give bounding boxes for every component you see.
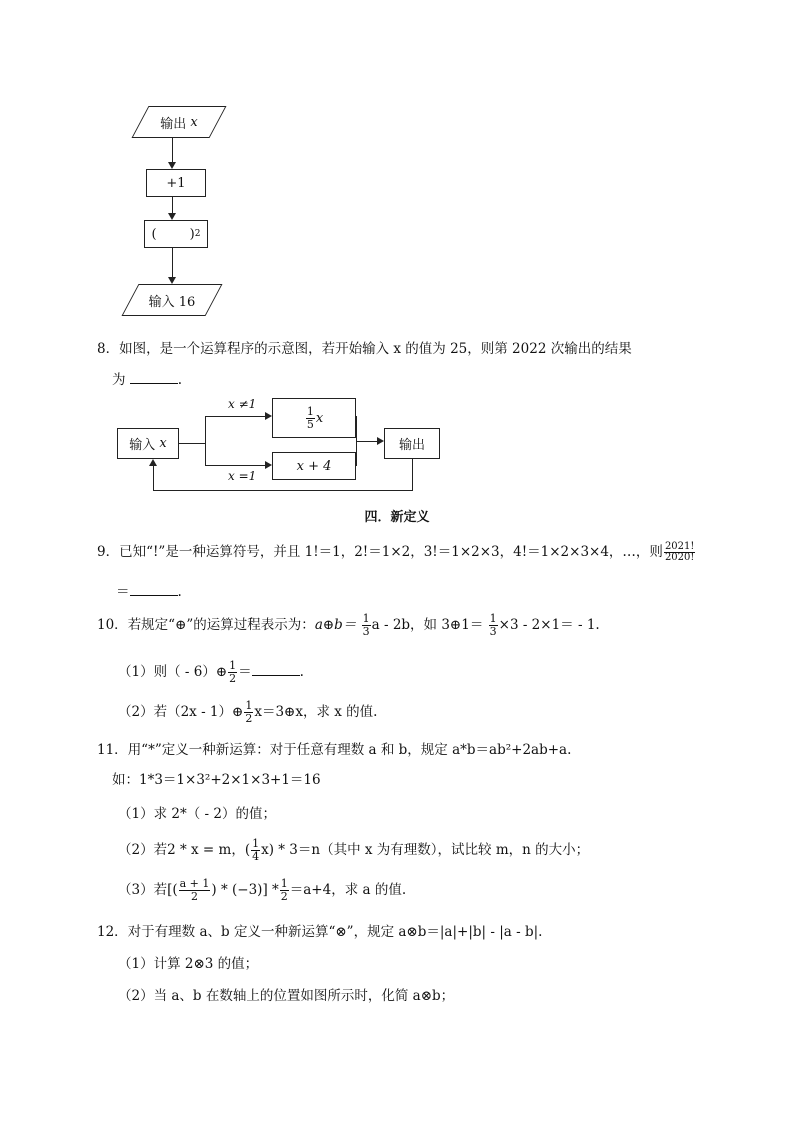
q11-line1 [97,738,571,758]
q8-wei: 为 [112,372,126,388]
frac-den: 4 [252,850,260,863]
fraction [251,838,260,862]
answer-blank[interactable] [130,583,178,596]
add-one-label: +1 [166,175,186,191]
add-one-box [146,169,206,197]
q12-part2: （2）当 a、b 在数轴上的位置如图所示时，化简 a⊗b； [118,988,455,1004]
frac-den: 5 [306,417,314,431]
frac-num: 1 [362,612,370,626]
fraction [179,878,211,902]
q9-number: 9． [97,544,120,560]
loop-line [153,490,413,491]
arrow-up-icon [149,459,157,466]
q10-p1-eq: ＝ [238,664,252,680]
frac-num: 1 [306,404,314,418]
q10-def: a⊕b＝ [314,617,357,633]
q9-line1 [97,540,696,564]
frac-num: 2021! [664,540,695,552]
q10-p2-pre: （2）若（2x - 1）⊕ [118,704,244,720]
arrow-down-icon [168,277,176,284]
q12-line1 [97,920,542,940]
q8-text: 如图，是一个运算程序的示意图，若开始输入 x 的值为 25，则第 2022 次输出的结果 [119,341,632,357]
frac-num: 1 [229,659,237,673]
q10-text: 若规定“⊕”的运算过程表示为： [127,617,315,633]
one-fifth-box [272,398,356,438]
q10-line1 [97,613,600,638]
connector [172,138,173,162]
input-var: x [159,436,167,451]
frac-den: 3 [489,625,497,638]
output-x-parallelogram [140,106,218,138]
frac-num: 1 [280,877,288,891]
q9-text: 已知“!”是一种运算符号，并且 1!＝1，2!＝1×2，3!＝1×2×3，4!＝1×2×3×4，…，则 [119,544,663,560]
cond-one: x =1 [228,469,257,483]
q9-fraction [664,542,695,564]
section-title: 四．新定义 [364,510,430,525]
frac-den: 2 [280,890,288,903]
q11-p2-post: x) * 3＝n（其中 x 为有理数），试比较 m，n 的大小； [261,842,590,858]
fraction [362,613,371,637]
q9-equals: ＝ [116,584,130,600]
branch-line [205,416,206,465]
q11-p2-pre: （2）若2 * x = m，( [118,842,251,858]
loop-line [153,466,154,491]
input-label: 输入 [129,438,156,453]
q8-number: 8． [97,341,120,357]
loop-line [412,459,413,491]
q10-p1-pre: （1）则（ - 6）⊕ [118,664,228,680]
fraction [228,660,237,684]
arrow-down-icon [168,162,176,169]
q11-part1: （1）求 2*（ - 2）的值； [118,806,276,822]
frac-var: x [315,410,324,426]
q11-example: 如：1*3＝1×3²+2×1×3+1＝16 [112,772,321,788]
frac-num: 1 [489,612,497,626]
output-label: 输出 [398,438,425,453]
arrow-right-icon [265,461,272,469]
fraction [489,613,498,637]
output-label: 输出 [160,116,187,132]
q11-p3-mid: ) * (−3)] * [211,882,279,898]
square-box [144,220,208,248]
connector [172,248,173,278]
output-var: x [190,114,198,130]
q10-p1-end: . [299,664,304,680]
answer-blank[interactable] [130,371,178,384]
fraction [306,406,315,430]
q12-text: 对于有理数 a、b 定义一种新运算“⊗”，规定 a⊗b＝|a|+|b| - |a - b|. [127,924,543,940]
q8-line2 [112,368,182,388]
q11-p3-post: ＝a+4，求 a 的值. [289,882,407,898]
frac-num: 1 [252,837,260,851]
frac-num: 1 [245,699,253,713]
q9-line2 [116,580,182,600]
frac-den: 2 [229,672,237,685]
frac-den: 3 [362,625,370,638]
input-x-box [117,428,179,459]
connector [172,197,173,214]
q10-def-tail: a - 2b，如 3⊕1＝ [371,617,484,633]
q11-text: 用“*”定义一种新运算：对于任意有理数 a 和 b，规定 a*b＝ab²+2ab+a. [127,742,572,758]
frac-den: 2020! [664,552,695,563]
arrow-right-icon [265,412,272,420]
frac-num: a + 1 [179,877,210,891]
q8-line1 [97,337,632,357]
q9-period: . [177,584,182,600]
q12-part1: （1）计算 2⊗3 的值； [118,956,259,972]
connector [356,441,377,442]
fraction [280,878,289,902]
arrow-down-icon [168,213,176,220]
arrow-right-icon [377,437,384,445]
cond-not-one: x ≠1 [228,397,257,411]
connector [205,465,265,466]
square-parens: ( ) [151,226,195,242]
q10-example: ×3 - 2×1＝ - 1. [498,617,600,633]
frac-den: 2 [245,712,253,725]
fraction [244,700,253,724]
plus-four-box [272,452,356,480]
q8-period: . [177,372,183,388]
connector [179,443,205,444]
q10-part2 [118,700,377,725]
input-label: 输入 16 [148,294,196,310]
input-16-parallelogram [130,284,214,316]
q11-p3-pre: （3）若[( [118,882,178,898]
square-exponent: 2 [194,229,201,239]
connector [205,416,265,417]
q10-number: 10． [97,617,128,633]
q10-p2-post: x＝3⊕x，求 x 的值. [254,704,378,720]
q11-part2 [118,838,589,863]
answer-blank[interactable] [252,663,300,676]
plus-four-label: x + 4 [296,458,332,474]
q11-number: 11． [97,742,128,758]
output-box [384,428,440,459]
q12-number: 12． [97,924,128,940]
frac-den: 2 [191,890,199,903]
q10-part1 [118,660,304,685]
q11-part3 [118,878,406,903]
